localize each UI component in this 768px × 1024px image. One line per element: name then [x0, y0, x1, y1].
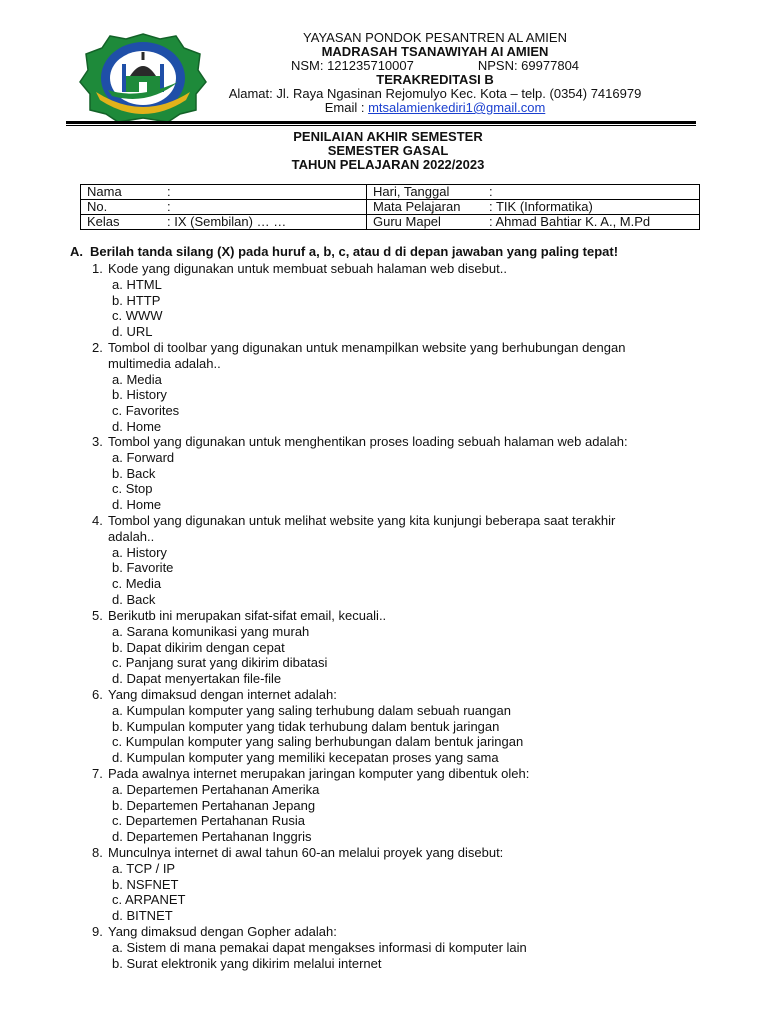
question-text-continued: multimedia adalah..	[108, 355, 221, 371]
name-label: Nama	[87, 184, 122, 199]
question-number: 9.	[92, 924, 103, 939]
email-label: Email :	[324, 100, 365, 115]
class-value: : IX (Sembilan) … …	[167, 214, 287, 229]
question-text: Tombol yang digunakan untuk menghentikan proses loading sebuah halaman web adalah:	[108, 434, 628, 449]
answer-option[interactable]: b. History	[112, 387, 167, 403]
question-item	[92, 845, 692, 924]
identity-cell-date[interactable]	[367, 185, 700, 200]
question-number: 4.	[92, 513, 103, 528]
answer-option[interactable]: a. Kumpulan komputer yang saling terhubung dalam sebuah ruangan	[112, 702, 511, 718]
question-item	[92, 766, 692, 845]
question-text: Pada awalnya internet merupakan jaringan komputer yang dibentuk oleh:	[108, 766, 530, 781]
answer-option[interactable]: b. NSFNET	[112, 876, 179, 892]
question-number: 3.	[92, 434, 103, 449]
answer-option[interactable]: a. TCP / IP	[112, 860, 176, 876]
identity-cell-teacher	[367, 215, 700, 230]
answer-option[interactable]: c. WWW	[112, 308, 163, 324]
answer-option[interactable]: c. Departemen Pertahanan Rusia	[112, 813, 305, 829]
question-item	[92, 261, 692, 340]
instruction-text: Berilah tanda silang (X) pada huruf a, b, c, atau d di depan jawaban yang paling tepat!	[90, 244, 619, 259]
school-address: Alamat: Jl. Raya Ngasinan Rejomulyo Kec. Kota – telp. (0354) 7416979	[228, 86, 642, 101]
accreditation-status: TERAKREDITASI B	[376, 72, 494, 87]
question-item	[92, 608, 692, 687]
answer-option[interactable]: c. Favorites	[112, 403, 180, 419]
semester-title: SEMESTER GASAL	[327, 143, 449, 158]
nsm-number: NSM: 121235710007	[290, 58, 414, 73]
answer-option[interactable]: a. Sistem di mana pemakai dapat mengakses informasi di komputer lain	[112, 939, 527, 955]
question-item	[92, 340, 692, 435]
answer-option[interactable]: b. Favorite	[112, 560, 174, 576]
question-text: Yang dimaksud dengan internet adalah:	[108, 687, 337, 702]
answer-option[interactable]: c. Media	[112, 576, 162, 592]
subject-label: Mata Pelajaran	[373, 199, 461, 214]
answer-option[interactable]: b. Back	[112, 465, 156, 481]
answer-option[interactable]: b. Dapat dikirim dengan cepat	[112, 639, 285, 655]
date-value: :	[489, 184, 493, 199]
question-item	[92, 434, 692, 513]
answer-option[interactable]: d. Departemen Pertahanan Inggris	[112, 829, 312, 845]
name-value: :	[167, 184, 171, 199]
question-number: 8.	[92, 845, 103, 860]
question-text: Munculnya internet di awal tahun 60-an melalui proyek yang disebut:	[108, 845, 504, 860]
answer-option[interactable]: a. History	[112, 544, 167, 560]
table-row	[81, 215, 700, 230]
question-number: 5.	[92, 608, 103, 623]
answer-option[interactable]: d. BITNET	[112, 908, 173, 924]
answer-option[interactable]: b. Kumpulan komputer yang tidak terhubung dalam bentuk jaringan	[112, 718, 500, 734]
answer-option[interactable]: a. Departemen Pertahanan Amerika	[112, 781, 320, 797]
identity-cell-number[interactable]	[81, 200, 367, 215]
registration-numbers	[175, 59, 695, 73]
answer-option[interactable]: b. Surat elektronik yang dikirim melalui internet	[112, 955, 382, 971]
email-link[interactable]: mtsalamienkediri1@gmail.com	[368, 100, 546, 115]
email-line	[175, 101, 695, 115]
answer-option[interactable]: d. Home	[112, 497, 162, 513]
class-label: Kelas	[87, 214, 120, 229]
academic-year-title: TAHUN PELAJARAN 2022/2023	[291, 157, 485, 172]
letterhead-divider-thin	[66, 125, 696, 126]
answer-option[interactable]: c. ARPANET	[112, 892, 186, 908]
answer-option[interactable]: c. Kumpulan komputer yang saling berhubungan dalam bentuk jaringan	[112, 734, 524, 750]
student-identity-table	[80, 184, 700, 230]
question-number: 1.	[92, 261, 103, 276]
number-label: No.	[87, 199, 108, 214]
number-value: :	[167, 199, 171, 214]
answer-option[interactable]: c. Panjang surat yang dikirim dibatasi	[112, 655, 328, 671]
teacher-value: : Ahmad Bahtiar K. A., M.Pd	[489, 214, 651, 229]
answer-option[interactable]: d. Home	[112, 418, 162, 434]
identity-cell-subject	[367, 200, 700, 215]
question-text: Berikutb ini merupakan sifat-sifat email, kecuali..	[108, 608, 387, 623]
answer-option[interactable]: a. HTML	[112, 276, 162, 292]
table-row	[81, 200, 700, 215]
answer-option[interactable]: b. Departemen Pertahanan Jepang	[112, 797, 316, 813]
section-letter: A.	[70, 244, 83, 259]
answer-option[interactable]: a. Forward	[112, 449, 175, 465]
question-item	[92, 687, 692, 766]
date-label: Hari, Tanggal	[373, 184, 450, 199]
question-item	[92, 924, 692, 971]
teacher-label: Guru Mapel	[373, 214, 441, 229]
letterhead-divider	[66, 121, 696, 124]
question-text: Kode yang digunakan untuk membuat sebuah halaman web disebut..	[108, 261, 507, 276]
table-row	[81, 185, 700, 200]
subject-value: : TIK (Informatika)	[489, 199, 593, 214]
question-text: Tombol yang digunakan untuk melihat website yang kita kunjungi beberapa saat terakhir	[108, 513, 616, 528]
question-text-continued: adalah..	[108, 528, 155, 544]
school-name: MADRASAH TSANAWIYAH AI AMIEN	[321, 44, 549, 59]
answer-option[interactable]: d. Kumpulan komputer yang memiliki kecepatan proses yang sama	[112, 750, 499, 766]
question-number: 2.	[92, 340, 103, 355]
question-number: 6.	[92, 687, 103, 702]
exam-title: PENILAIAN AKHIR SEMESTER	[293, 129, 483, 144]
answer-option[interactable]: a. Media	[112, 371, 162, 387]
answer-option[interactable]: c. Stop	[112, 481, 153, 497]
identity-cell-name[interactable]	[81, 185, 367, 200]
question-item	[92, 513, 692, 608]
question-text: Tombol di toolbar yang digunakan untuk menampilkan website yang berhubungan dengan	[108, 340, 626, 355]
foundation-name: YAYASAN PONDOK PESANTREN AL AMIEN	[303, 30, 567, 45]
answer-option[interactable]: d. URL	[112, 324, 153, 340]
answer-option[interactable]: a. Sarana komunikasi yang murah	[112, 623, 310, 639]
question-number: 7.	[92, 766, 103, 781]
answer-option[interactable]: d. Back	[112, 591, 156, 607]
question-text: Yang dimaksud dengan Gopher adalah:	[108, 924, 337, 939]
answer-option[interactable]: d. Dapat menyertakan file-file	[112, 671, 282, 687]
identity-cell-class[interactable]	[81, 215, 367, 230]
npsn-number: NPSN: 69977804	[477, 58, 580, 73]
section-instruction	[70, 244, 618, 259]
answer-option[interactable]: b. HTTP	[112, 292, 161, 308]
